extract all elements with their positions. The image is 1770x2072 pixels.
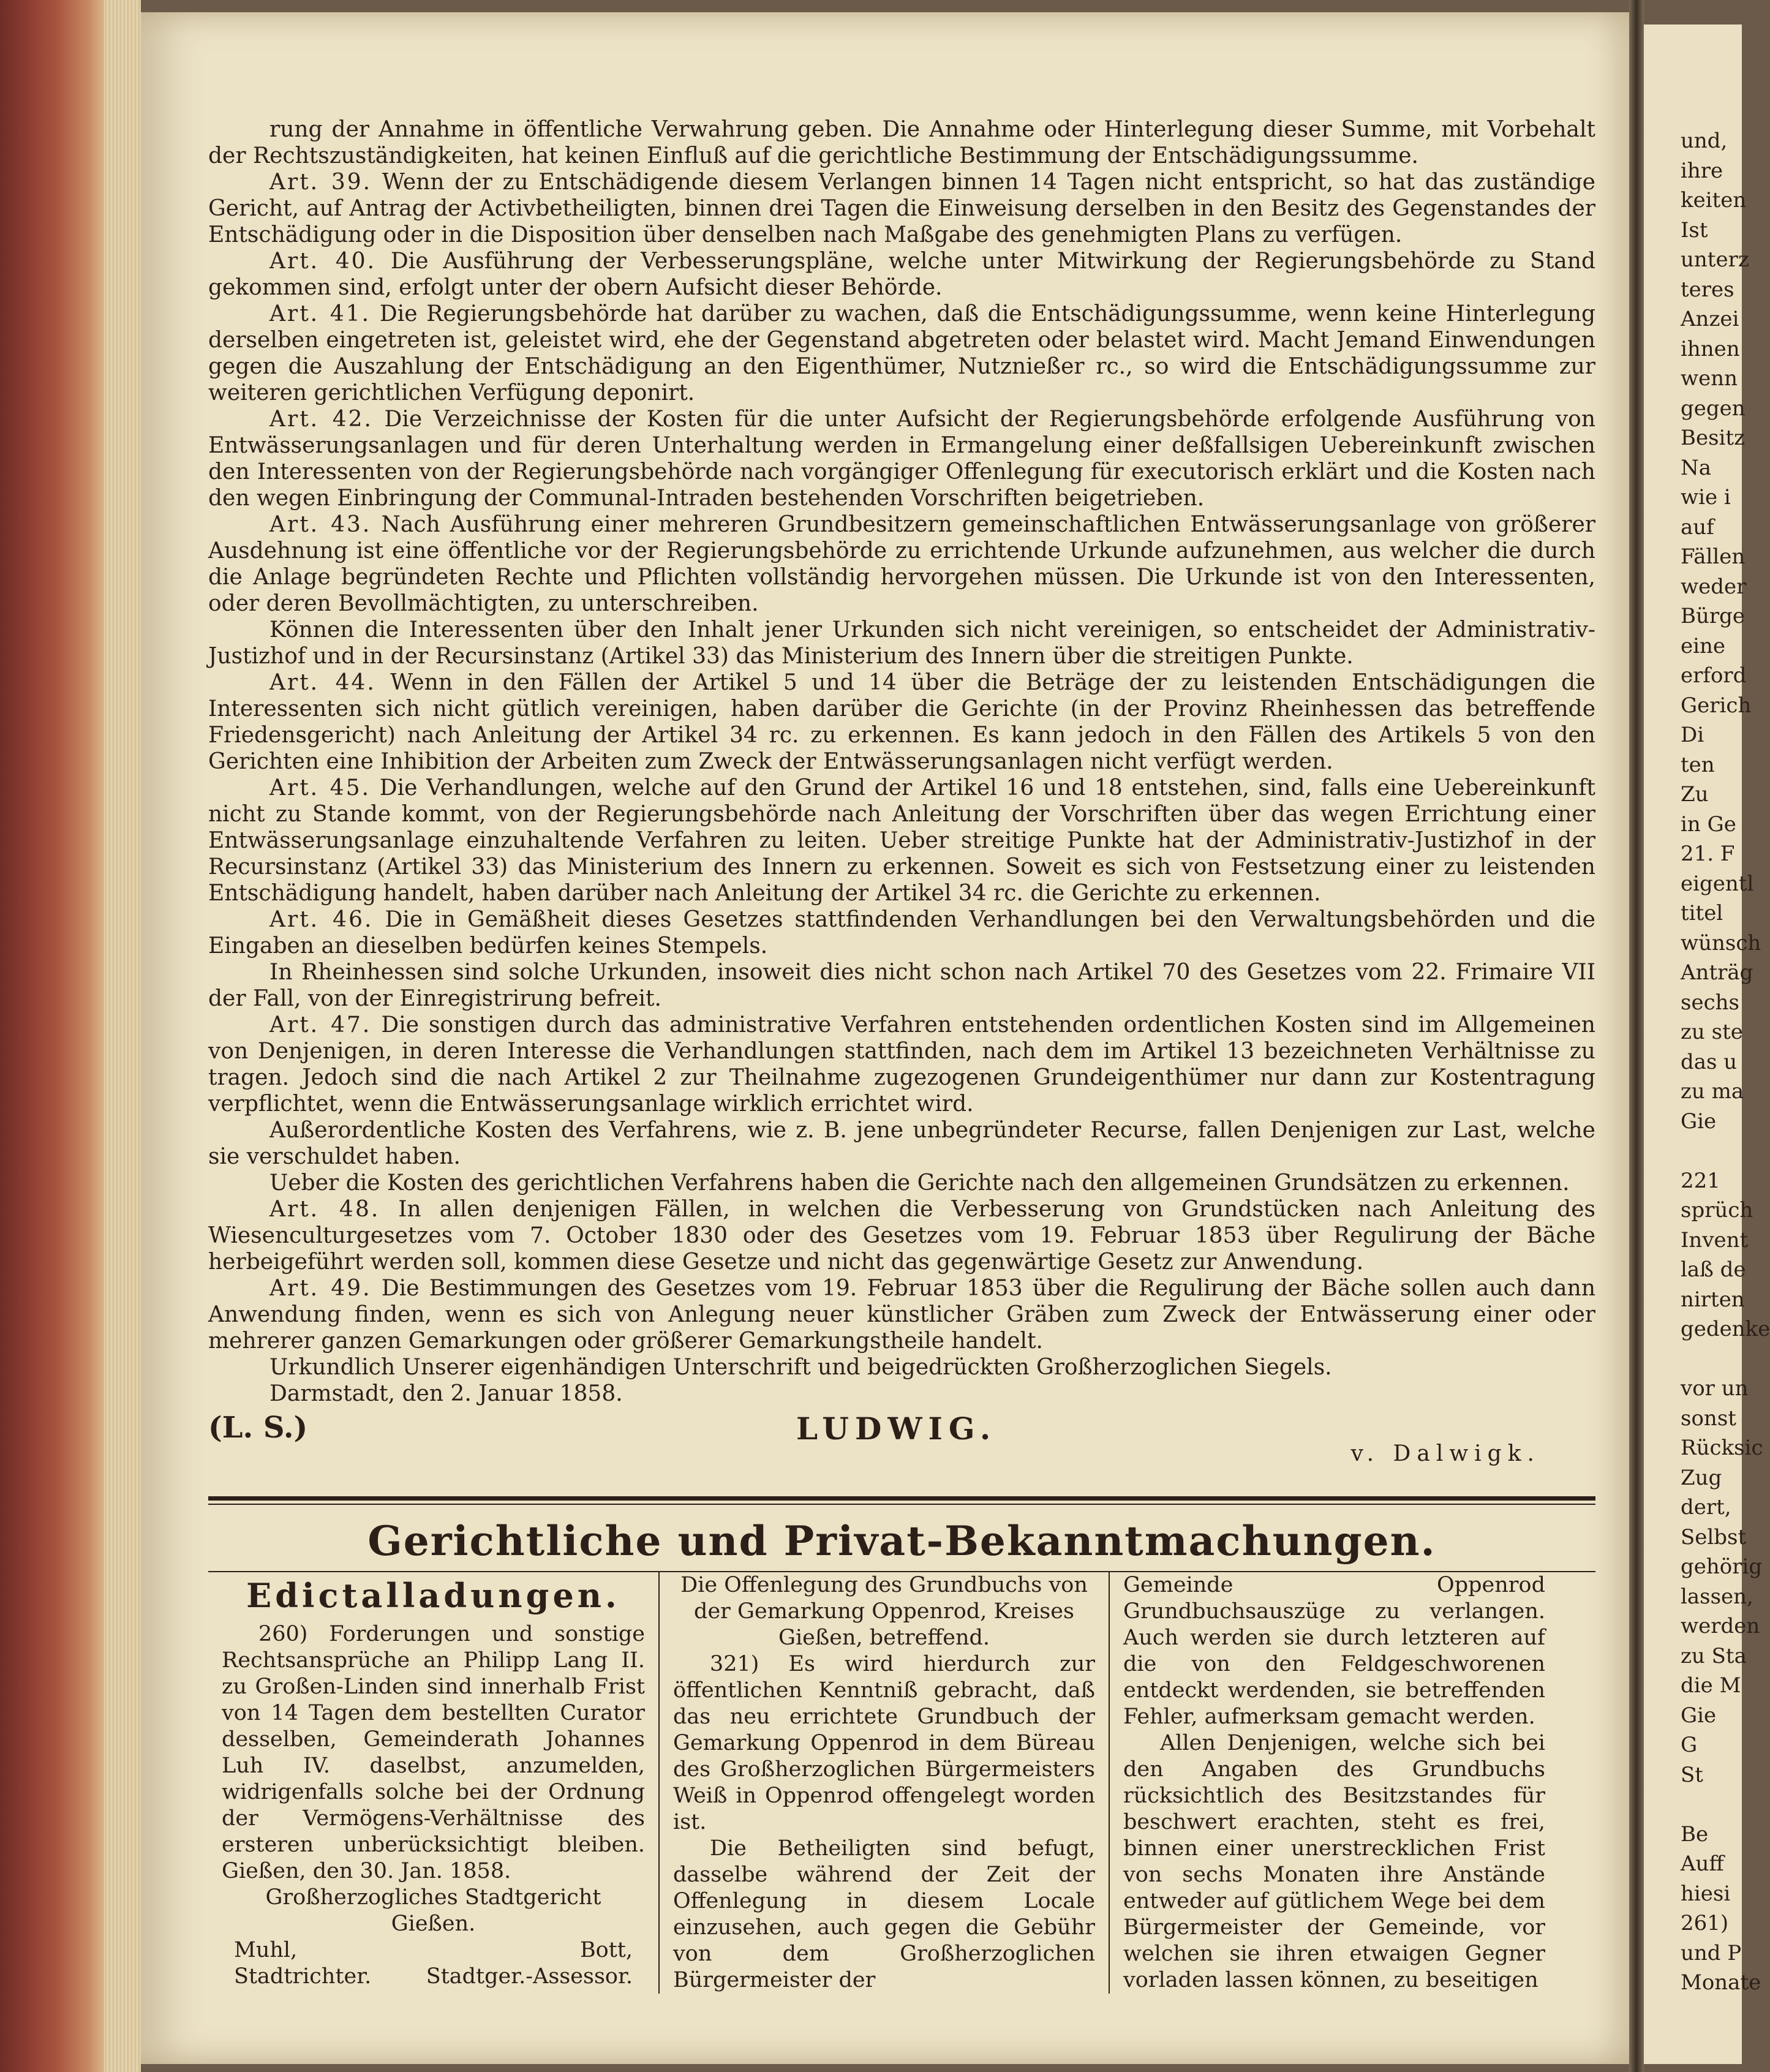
next-page-line: weder xyxy=(1681,574,1747,599)
next-page-line: Gerich xyxy=(1681,693,1752,718)
next-page-line: ten xyxy=(1681,752,1715,777)
law-paragraph xyxy=(208,1012,1595,1117)
article-number: Art. 42. xyxy=(269,407,373,432)
article-text: Außerordentliche Kosten des Verfahrens, wie z. B. jene unbegründeter Recurse, fallen Denjenigen zur Last, welche sie verschuldet haben. xyxy=(208,1118,1595,1169)
next-page-line: 21. F xyxy=(1681,842,1735,866)
next-page-line: lassen, xyxy=(1681,1584,1753,1609)
next-page-line: werden xyxy=(1681,1614,1760,1638)
article-number: Art. 40. xyxy=(269,249,377,274)
page-content xyxy=(208,116,1595,1994)
next-page-line: teres xyxy=(1681,277,1734,302)
next-page-line: gehörig xyxy=(1681,1554,1763,1579)
next-page-line: keiten xyxy=(1681,188,1747,213)
law-paragraph xyxy=(208,959,1595,1012)
next-page-line: die M xyxy=(1681,1673,1741,1698)
article-text: rung der Annahme in öffentliche Verwahrung geben. Die Annahme oder Hinterlegung dieser Summe, mit Vorbehalt der Rechtszuständigkeiten, hat keinen Einfluß auf die gerichtliche Bestimmung der Entschädigungssumme. xyxy=(208,117,1595,168)
next-page-line: eine xyxy=(1681,633,1726,658)
next-page-line: gegen xyxy=(1681,396,1746,421)
next-page-line: ihnen xyxy=(1681,336,1740,361)
court-name: Großherzogliches Stadtgericht Gießen. xyxy=(265,1885,601,1936)
next-page-line: vor un xyxy=(1681,1376,1749,1401)
law-paragraph xyxy=(208,1170,1595,1196)
column-title: Edictalladungen. xyxy=(246,1576,620,1615)
next-page-line: sechs xyxy=(1681,990,1739,1015)
next-page-line: Ist xyxy=(1681,217,1708,243)
closing-line: Urkundlich Unserer eigenhändigen Unterschrift und beigedrückten Großherzoglichen Siegels. xyxy=(269,1355,1332,1380)
next-page-line: sonst xyxy=(1681,1406,1736,1431)
article-text: Wenn der zu Entschädigende diesem Verlangen binnen 14 Tagen nicht entspricht, so hat das zuständige Gericht, auf Antrag der Activbetheiligten, binnen drei Tagen die Einweisung derselben in den Besitz des Gegenstandes der Entschädigung oder in die Disposition über denselben nach Maßgabe des genehmigten Plans zu verfügen. xyxy=(208,170,1595,247)
law-paragraph xyxy=(208,248,1595,301)
next-page-line: ihre xyxy=(1681,158,1723,183)
next-page-line: und, xyxy=(1681,129,1728,153)
page-edges xyxy=(104,0,141,2072)
announcement-columns xyxy=(208,1572,1595,1994)
next-page-line: Bürge xyxy=(1681,604,1746,628)
next-page-line: das u xyxy=(1681,1049,1738,1074)
article-number: Art. 45. xyxy=(269,775,371,801)
next-page-line: nirten xyxy=(1681,1287,1745,1312)
law-articles xyxy=(208,116,1595,1354)
next-page-line: zu ma xyxy=(1681,1079,1744,1104)
section-title: Gerichtliche und Privat-Bekanntmachungen. xyxy=(367,1517,1436,1565)
next-page-line: zu ste xyxy=(1681,1020,1743,1044)
next-page-line: Rücksic xyxy=(1681,1436,1763,1460)
court-signatures xyxy=(222,1937,645,1964)
next-page-fragment xyxy=(1644,24,1770,2064)
article-text: In Rheinhessen sind solche Urkunden, insoweit dies nicht schon nach Artikel 70 des Gesetzes vom 22. Frimaire VII der Fall, von der Einregistrirung befreit. xyxy=(208,960,1595,1011)
article-text: Die Regierungsbehörde hat darüber zu wachen, daß die Entschädigungssumme, wenn keine Hinterlegung derselben eingetreten ist, geleistet wird, ehe der Gegenstand abgetreten oder belastet wird. Macht Jemand Einwendungen gegen die Auszahlung der Entschädigung an den Eigenthümer, Nutznießer rc., so wird die Entschädigungssumme zur weiteren gerichtlichen Verfügung deponirt. xyxy=(208,301,1595,405)
next-page-line: laß de xyxy=(1681,1257,1746,1282)
article-number: Art. 48. xyxy=(269,1197,380,1222)
article-text: Wenn in den Fällen der Artikel 5 und 14 über die Beträge der zu leistenden Entschädigungen die Interessenten sich nicht gütlich vereinigen, haben darüber die Gerichte (in der Provinz Rheinhessen das betreffende Friedensgericht) nach Anleitung der Artikel 34 rc. zu erkennen. Es kann jedoch in den Fällen des Artikels 5 von den Gerichten eine Inhibition der Arbeiten zum Zweck der Entwässerungsanlagen nicht verfügt werden. xyxy=(208,670,1595,774)
seal-mark: (L. S.) xyxy=(208,1411,308,1445)
article-text: Können die Interessenten über den Inhalt jener Urkunden sich nicht vereinigen, so entscheidet der Administrativ-Justizhof und in der Recursinstanz (Artikel 33) das Ministerium des Innern über die streitigen Punkte. xyxy=(208,617,1595,669)
article-text: Die Verzeichnisse der Kosten für die unter Aufsicht der Regierungsbehörde erfolgende Ausführung von Entwässerungsanlagen und für deren Unterhaltung werden in Ermangelung einer deßfallsigen Uebereinkunft zwischen den Interessenten von der Regierungsbehörde nach vorgängiger Offenlegung für executorisch erklärt und die Kosten nach den wegen Einbringung der Communal-Intraden bestehenden Vorschriften beigetrieben. xyxy=(208,407,1596,511)
article-text: Ueber die Kosten des gerichtlichen Verfahrens haben die Gerichte nach den allgemeinen Grundsätzen zu erkennen. xyxy=(269,1170,1570,1196)
article-text: Die Bestimmungen des Gesetzes vom 19. Februar 1853 über die Regulirung der Bäche sollen auch dann Anwendung finden, wenn es sich von Anlegung neuer künstlicher Gräben zum Zweck der Entwässerung einer oder mehrerer ganzen Gemarkungen oder größerer Gemarkungstheile handelt. xyxy=(208,1276,1595,1354)
article-number: Art. 47. xyxy=(269,1012,372,1038)
notice-heading: Die Offenlegung des Grundbuchs von der Gemarkung Oppenrod, Kreises Gießen, betreffend. xyxy=(680,1573,1088,1650)
article-text: Die Ausführung der Verbesserungspläne, welche unter Mitwirkung der Regierungsbehörde zu Stand gekommen sind, erfolgt unter der obern Aufsicht dieser Behörde. xyxy=(208,249,1595,300)
next-page-line: in Ge xyxy=(1681,812,1736,837)
next-page-line: Fällen xyxy=(1681,544,1746,569)
next-page-line: Anzei xyxy=(1681,307,1739,331)
next-page-line: Gie xyxy=(1681,1109,1717,1134)
column-1 xyxy=(208,1572,658,1994)
signer-1-title: Stadtrichter. xyxy=(234,1964,372,1989)
law-paragraph xyxy=(208,669,1595,775)
next-page-line: Auff xyxy=(1681,1852,1724,1876)
next-page-line: St xyxy=(1681,1762,1703,1787)
book-gutter xyxy=(1629,0,1644,2072)
signature-row xyxy=(208,1411,1595,1466)
next-page-line: G xyxy=(1681,1733,1698,1757)
law-paragraph xyxy=(208,906,1595,959)
next-page-line: hiesi xyxy=(1681,1881,1731,1906)
law-paragraph xyxy=(208,1275,1595,1354)
next-page-line: wünsch xyxy=(1681,930,1761,955)
announcement-321-cont3: Allen Denjenigen, welche sich bei den Angaben des Grundbuchs rücksichtlich des Besitzstandes für beschwert erachten, steht es frei, binnen einer unerstrecklichen Frist von sechs Monaten ihre Anstände entweder auf gütlichem Wege bei dem Bürgermeister der Gemeinde, vor welchen sie ihren etwaigen Gegner vorladen lassen können, zu beseitigen xyxy=(1123,1731,1545,1992)
next-page-line: Selbst xyxy=(1681,1524,1747,1550)
article-number: Art. 49. xyxy=(269,1276,372,1301)
section-rule xyxy=(208,1496,1595,1501)
next-page-line: und P xyxy=(1681,1940,1742,1965)
next-page-line: Gie xyxy=(1681,1703,1717,1728)
law-paragraph xyxy=(208,301,1595,406)
court-titles xyxy=(222,1964,645,1990)
next-page-line: Anträg xyxy=(1681,960,1753,985)
next-page-line: erford xyxy=(1681,663,1747,688)
next-page-line: 221 xyxy=(1681,1168,1720,1193)
next-page-line: wie i xyxy=(1681,485,1731,510)
next-page-line: Monate xyxy=(1681,1970,1761,1995)
next-page-line: dert, xyxy=(1681,1495,1731,1520)
article-number: Art. 44. xyxy=(269,670,376,695)
next-page-line: Na xyxy=(1681,455,1712,480)
next-page-line: Zug xyxy=(1681,1465,1722,1490)
next-page-line: 261) xyxy=(1681,1911,1729,1935)
countersignature: v. Dalwigk. xyxy=(1350,1441,1540,1466)
article-text: In allen denjenigen Fällen, in welchen die Verbesserung von Grundstücken nach Anleitung des Wiesenculturgesetzes vom 7. October 1830 oder des Gesetzes vom 19. Februar 1853 über Regulirung der Bäche herbeigeführt werden soll, kommen diese Gesetze und nicht das gegenwärtige Gesetz zur Anwendung. xyxy=(208,1197,1596,1275)
article-text: Die Verhandlungen, welche auf den Grund der Artikel 16 und 18 entstehen, sind, falls eine Uebereinkunft nicht zu Stande kommt, von der Regierungsbehörde nach Anleitung der Vorschriften über das wegen Errichtung einer Entwässerungsanlage einzuhaltende Verfahren zu leiten. Ueber streitige Punkte hat der Administrativ-Justizhof in der Recursinstanz (Artikel 33) das Ministerium des Innern zu erkennen. Soweit es sich von Festsetzung einer zu leistenden Entschädigung handelt, haben darüber nach Anleitung der Artikel 34 rc. die Gerichte zu erkennen. xyxy=(208,775,1595,906)
article-number: Art. 46. xyxy=(269,907,374,932)
next-page-line: Invent xyxy=(1681,1227,1749,1253)
law-paragraph xyxy=(208,1196,1595,1275)
law-paragraph xyxy=(208,1117,1595,1170)
law-paragraph xyxy=(208,116,1595,169)
next-page-line: zu Sta xyxy=(1681,1643,1747,1668)
next-page-line: sprüch xyxy=(1681,1198,1753,1222)
column-2 xyxy=(658,1572,1109,1994)
book-binding xyxy=(0,0,104,2072)
announcement-321: 321) Es wird hierdurch zur öffentlichen Kenntniß gebracht, daß das neu errichtete Grundbuch der Gemarkung Oppenrod in dem Büreau des Großherzoglichen Bürgermeisters Weiß in Oppenrod offengelegt worden ist. xyxy=(673,1652,1095,1834)
announcement-260: 260) Forderungen und sonstige Rechtsansprüche an Philipp Lang II. zu Großen-Linden sind innerhalb Frist von 14 Tagen dem bestellten Curator desselben, Gemeinderath Johannes Luh IV. daselbst, anzumelden, widrigenfalls solche bei der Ordnung der Vermögens-Verhältnisse des ersteren unberücksichtigt bleiben. Gießen, den 30. Jan. 1858. xyxy=(222,1622,645,1883)
ruler-signature: LUDWIG. xyxy=(796,1411,997,1447)
announcement-321-cont: Die Betheiligten sind befugt, dasselbe während der Zeit der Offenlegung in diesem Locale einzusehen, auch gegen die Gebühr von dem Großherzoglichen Bürgermeister der xyxy=(673,1836,1095,1992)
next-page-line: gedenke xyxy=(1681,1317,1770,1341)
next-page-line: eigentl xyxy=(1681,871,1754,896)
article-text: Die in Gemäßheit dieses Gesetzes stattfindenden Verhandlungen bei den Verwaltungsbehörden und die Eingaben an dieselben bedürfen keines Stempels. xyxy=(208,907,1595,959)
article-number: Art. 43. xyxy=(269,512,372,537)
signer-1: Muhl, xyxy=(234,1938,298,1962)
date-line: Darmstadt, den 2. Januar 1858. xyxy=(269,1381,623,1406)
next-page-line: auf xyxy=(1681,514,1714,540)
section-rule-thin xyxy=(208,1504,1595,1505)
next-page-line: wenn xyxy=(1681,366,1738,391)
signer-2-title: Stadtger.-Assessor. xyxy=(426,1964,633,1989)
next-page-line: unterz xyxy=(1681,247,1749,272)
article-number: Art. 41. xyxy=(269,301,371,326)
next-page-line: Zu xyxy=(1681,782,1709,807)
law-paragraph xyxy=(208,406,1595,511)
next-page-line: Besitz xyxy=(1681,426,1746,450)
next-page-line: Di xyxy=(1681,723,1704,747)
signer-2: Bott, xyxy=(579,1938,633,1962)
law-paragraph xyxy=(208,511,1595,617)
article-number: Art. 39. xyxy=(269,170,372,195)
column-3 xyxy=(1109,1572,1559,1994)
law-paragraph xyxy=(208,617,1595,669)
announcement-321-cont2: Gemeinde Oppenrod Grundbuchsauszüge zu verlangen. Auch werden sie durch letzteren auf die von den Feldgeschworenen entdeckt werdenden, sie betreffenden Fehler, aufmerksam gemacht werden. xyxy=(1123,1573,1545,1729)
next-page-line: titel xyxy=(1681,901,1723,925)
article-text: Nach Ausführung einer mehreren Grundbesitzern gemeinschaftlichen Entwässerungsanlage von größerer Ausdehnung ist eine öffentliche vor der Regierungsbehörde zu errichtende Urkunde aufzunehmen, aus welcher die durch die Anlage begründeten Rechte und Pflichten vollständig hervorgehen müssen. Die Urkunde ist von den Interessenten, oder deren Bevollmächtigten, zu unterschreiben. xyxy=(208,512,1596,616)
article-text: Die sonstigen durch das administrative Verfahren entstehenden ordentlichen Kosten sind im Allgemeinen von Denjenigen, in deren Interesse die Verhandlungen stattfinden, nach dem im Artikel 13 bezeichneten Verhältnisse zu tragen. Jedoch sind die nach Artikel 2 zur Theilnahme zugezogenen Grundeigenthümer nur dann zur Kostentragung verpflichtet, wenn die Entwässerungsanlage wirklich errichtet wird. xyxy=(208,1012,1595,1117)
next-page-line: Be xyxy=(1681,1821,1709,1847)
law-paragraph xyxy=(208,169,1595,248)
law-paragraph xyxy=(208,775,1595,906)
